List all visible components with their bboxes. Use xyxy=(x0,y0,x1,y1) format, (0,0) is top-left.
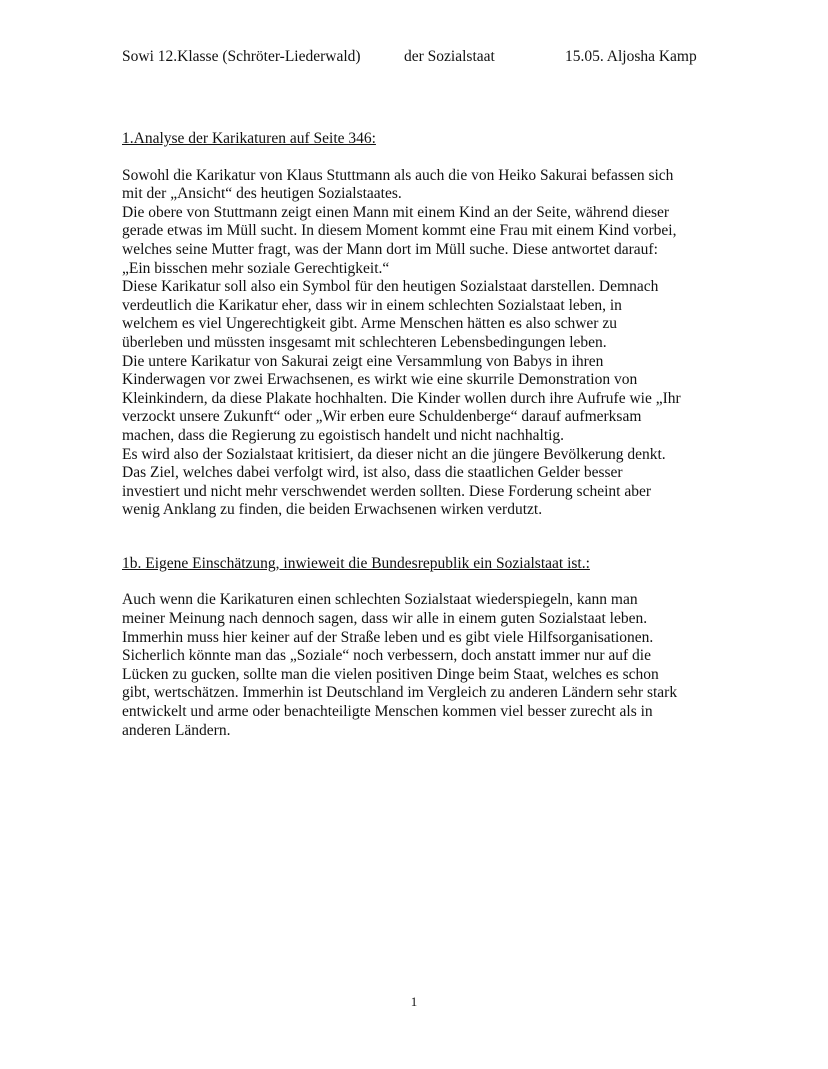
text-line: wenig Anklang zu finden, die beiden Erwachsenen wirken verdutzt. xyxy=(122,501,543,519)
text-line: welchem es viel Ungerechtigkeit gibt. Arme Menschen hätten es also schwer zu xyxy=(122,315,617,333)
section1-paragraph xyxy=(122,167,712,520)
text-line: Es wird also der Sozialstaat kritisiert, da dieser nicht an die jüngere Bevölkerung denkt. xyxy=(122,445,666,463)
text-line: meiner Meinung nach dennoch sagen, dass wir alle in einem guten Sozialstaat leben. xyxy=(122,610,648,628)
document-body xyxy=(122,130,712,740)
header-course: Sowi 12.Klasse (Schröter-Liederwald) xyxy=(122,48,361,65)
text-line: investiert und nicht mehr verschwendet werden sollten. Diese Forderung scheint aber xyxy=(122,482,651,500)
text-line: welches seine Mutter fragt, was der Mann dort im Müll suche. Diese antwortet darauf: xyxy=(122,240,658,258)
text-line: Sicherlich könnte man das „Soziale“ noch verbessern, doch anstatt immer nur auf die xyxy=(122,647,651,665)
text-line: machen, dass die Regierung zu egoistisch handelt und nicht nachhaltig. xyxy=(122,426,565,444)
page-header xyxy=(0,48,828,68)
text-line: gibt, wertschätzen. Immerhin ist Deutschland im Vergleich zu anderen Ländern sehr stark xyxy=(122,684,678,702)
text-line: mit der „Ansicht“ des heutigen Sozialstaates. xyxy=(122,185,402,203)
text-line: „Ein bisschen mehr soziale Gerechtigkeit.“ xyxy=(122,259,390,277)
header-date-author: 15.05. Aljosha Kamp xyxy=(565,48,697,65)
header-topic: der Sozialstaat xyxy=(404,48,495,65)
text-line: Kinderwagen vor zwei Erwachsenen, es wirkt wie eine skurrile Demonstration von xyxy=(122,371,638,389)
text-line: verdeutlich die Karikatur eher, dass wir in einem schlechten Sozialstaat leben, in xyxy=(122,296,622,314)
text-line: Die untere Karikatur von Sakurai zeigt eine Versammlung von Babys in ihren xyxy=(122,352,604,370)
text-line: Immerhin muss hier keiner auf der Straße leben und es gibt viele Hilfsorganisationen. xyxy=(122,628,654,646)
section2-heading: 1b. Eigene Einschätzung, inwieweit die Bundesrepublik ein Sozialstaat ist.: xyxy=(122,554,590,572)
section1-heading: 1.Analyse der Karikaturen auf Seite 346: xyxy=(122,130,376,147)
text-line: Das Ziel, welches dabei verfolgt wird, ist also, dass die staatlichen Gelder besser xyxy=(122,464,623,482)
text-line: Kleinkindern, da diese Plakate hochhalten. Die Kinder wollen durch ihre Aufrufe wie „Ihr xyxy=(122,389,681,407)
text-line: verzockt unsere Zukunft“ oder „Wir erben eure Schuldenberge“ darauf aufmerksam xyxy=(122,408,642,426)
text-line: Die obere von Stuttmann zeigt einen Mann mit einem Kind an der Seite, während dieser xyxy=(122,203,670,221)
page-number: 1 xyxy=(410,994,418,1009)
text-line: Lücken zu gucken, sollte man die vielen positiven Dinge beim Staat, welches es schon xyxy=(122,665,659,683)
text-line: anderen Ländern. xyxy=(122,721,231,739)
text-line: Sowohl die Karikatur von Klaus Stuttmann als auch die von Heiko Sakurai befassen sich xyxy=(122,166,674,184)
text-line: entwickelt und arme oder benachteiligte Menschen kommen viel besser zurecht als in xyxy=(122,703,653,721)
section2-paragraph xyxy=(122,591,712,740)
text-line: überleben und müssten insgesamt mit schlechteren Lebensbedingungen leben. xyxy=(122,333,607,351)
text-line: gerade etwas im Müll sucht. In diesem Moment kommt eine Frau mit einem Kind vorbei, xyxy=(122,222,677,240)
text-line: Auch wenn die Karikaturen einen schlechten Sozialstaat wiederspiegeln, kann man xyxy=(122,591,638,609)
text-line: Diese Karikatur soll also ein Symbol für den heutigen Sozialstaat darstellen. Demnach xyxy=(122,278,659,296)
